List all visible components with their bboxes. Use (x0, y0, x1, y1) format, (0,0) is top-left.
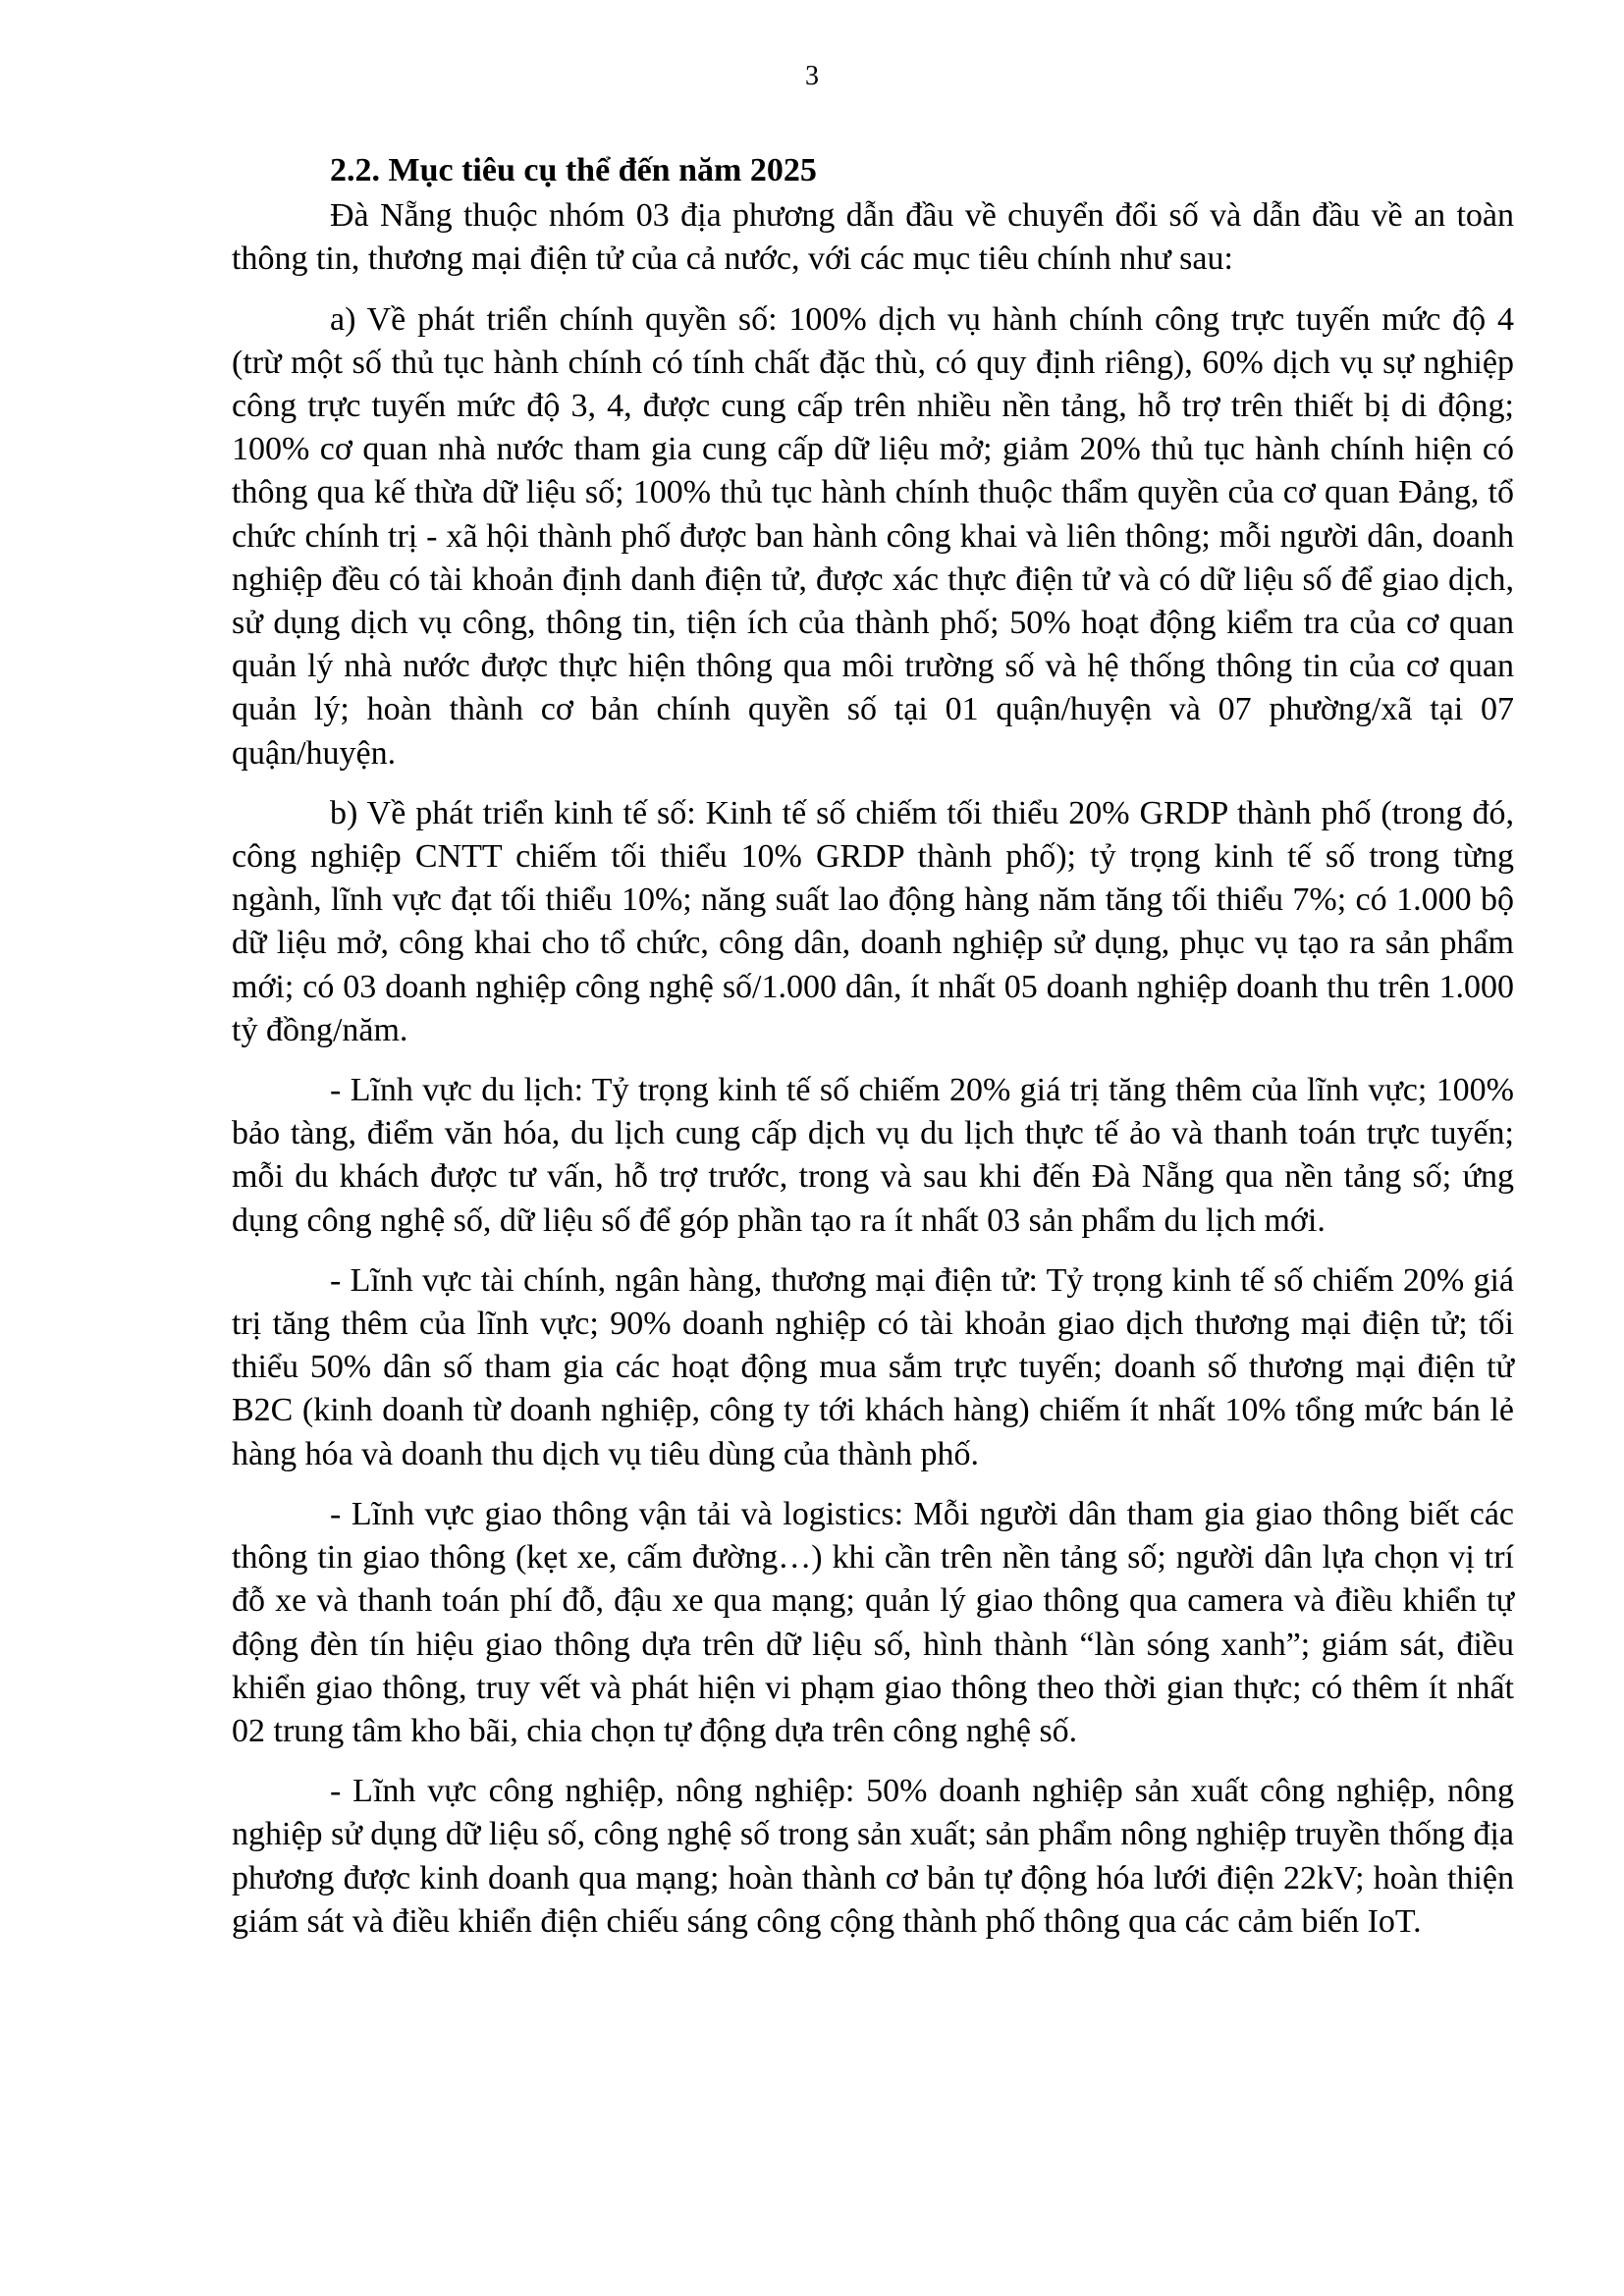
paragraph-transport-logistics: - Lĩnh vực giao thông vận tải và logistics: Mỗi người dân tham gia giao thông biết các thông tin giao thông (kẹt xe, cấm đường…) khi cần trên nền tảng số; người dân lựa chọn vị trí đỗ xe và thanh toán phí đỗ, đậu xe qua mạng; quản lý giao thông qua camera và điều khiển tự động đèn tín hiệu giao thông dựa trên dữ liệu số, hình thành “làn sóng xanh”; giám sát, điều khiển giao thông, truy vết và phát hiện vi phạm giao thông theo thời gian thực; có thêm ít nhất 02 trung tâm kho bãi, chia chọn tự động dựa trên công nghệ số. (232, 1495, 1514, 1749)
paragraph-intro: Đà Nẵng thuộc nhóm 03 địa phương dẫn đầu về chuyển đổi số và dẫn đầu về an toàn thông tin, thương mại điện tử của cả nước, với các mục tiêu chính như sau: (232, 197, 1514, 278)
paragraph-industry-agriculture: - Lĩnh vực công nghiệp, nông nghiệp: 50% doanh nghiệp sản xuất công nghiệp, nông nghiệp sử dụng dữ liệu số, công nghệ số trong sản xuất; sản phẩm nông nghiệp truyền thống địa phương được kinh doanh qua mạng; hoàn thành cơ bản tự động hóa lưới điện 22kV; hoàn thiện giám sát và điều khiển điện chiếu sáng công cộng thành phố thông qua các cảm biến IoT. (232, 1773, 1514, 1940)
page-number: 3 (805, 61, 819, 91)
paragraph-tourism: - Lĩnh vực du lịch: Tỷ trọng kinh tế số chiếm 20% giá trị tăng thêm của lĩnh vực; 100% bảo tàng, điểm văn hóa, du lịch cung cấp dịch vụ du lịch thực tế ảo và thanh toán trực tuyến; mỗi du khách được tư vấn, hỗ trợ trước, trong và sau khi đến Đà Nẵng qua nền tảng số; ứng dụng công nghệ số, dữ liệu số để góp phần tạo ra ít nhất 03 sản phẩm du lịch mới. (232, 1072, 1514, 1239)
document-body (232, 149, 1514, 1944)
paragraph-digital-government: a) Về phát triển chính quyền số: 100% dịch vụ hành chính công trực tuyến mức độ 4 (trừ một số thủ tục hành chính có tính chất đặc thù, có quy định riêng), 60% dịch vụ sự nghiệp công trực tuyến mức độ 3, 4, được cung cấp trên nhiều nền tảng, hỗ trợ trên thiết bị di động; 100% cơ quan nhà nước tham gia cung cấp dữ liệu mở; giảm 20% thủ tục hành chính hiện có thông qua kế thừa dữ liệu số; 100% thủ tục hành chính thuộc thẩm quyền của cơ quan Đảng, tổ chức chính trị - xã hội thành phố được ban hành công khai và liên thông; mỗi người dân, doanh nghiệp đều có tài khoản định danh điện tử, được xác thực điện tử và có dữ liệu số để giao dịch, sử dụng dịch vụ công, thông tin, tiện ích của thành phố; 50% hoạt động kiểm tra của cơ quan quản lý nhà nước được thực hiện thông qua môi trường số và hệ thống thông tin của cơ quan quản lý; hoàn thành cơ bản chính quyền số tại 01 quận/huyện và 07 phường/xã tại 07 quận/huyện. (232, 300, 1514, 772)
paragraph-digital-economy: b) Về phát triển kinh tế số: Kinh tế số chiếm tối thiểu 20% GRDP thành phố (trong đó, công nghiệp CNTT chiếm tối thiểu 10% GRDP thành phố); tỷ trọng kinh tế số trong từng ngành, lĩnh vực đạt tối thiểu 10%; năng suất lao động hàng năm tăng tối thiểu 7%; có 1.000 bộ dữ liệu mở, công khai cho tổ chức, công dân, doanh nghiệp sử dụng, phục vụ tạo ra sản phẩm mới; có 03 doanh nghiệp công nghệ số/1.000 dân, ít nhất 05 doanh nghiệp doanh thu trên 1.000 tỷ đồng/năm. (232, 794, 1514, 1048)
paragraph-finance-ecommerce: - Lĩnh vực tài chính, ngân hàng, thương mại điện tử: Tỷ trọng kinh tế số chiếm 20% giá trị tăng thêm của lĩnh vực; 90% doanh nghiệp có tài khoản giao dịch thương mại điện tử; tối thiểu 50% dân số tham gia các hoạt động mua sắm trực tuyến; doanh số thương mại điện tử B2C (kinh doanh từ doanh nghiệp, công ty tới khách hàng) chiếm ít nhất 10% tổng mức bán lẻ hàng hóa và doanh thu dịch vụ tiêu dùng của thành phố. (232, 1261, 1514, 1472)
section-heading: 2.2. Mục tiêu cụ thể đến năm 2025 (330, 152, 817, 188)
